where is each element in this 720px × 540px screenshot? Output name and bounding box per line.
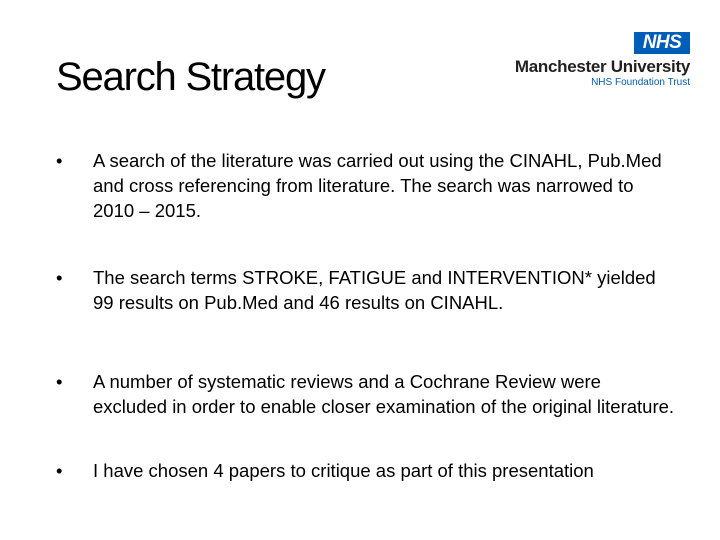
bullet-item <box>56 148 676 223</box>
nhs-badge: NHS <box>634 32 690 54</box>
bullet-item <box>56 265 676 315</box>
nhs-trust-logo <box>510 32 692 92</box>
bullet-text: A number of systematic reviews and a Cochrane Review were excluded in order to enable closer examination of the original literature. <box>93 371 675 417</box>
trust-subtitle: NHS Foundation Trust <box>591 77 690 88</box>
bullet-text: The search terms STROKE, FATIGUE and INTERVENTION* yielded 99 results on Pub.Med and 46 results on CINAHL. <box>93 267 656 313</box>
bullet-item <box>56 458 676 483</box>
slide-title: Search Strategy <box>56 55 325 99</box>
bullet-text: A search of the literature was carried out using the CINAHL, Pub.Med and cross referencing from literature. The search was narrowed to 2010 – 2015. <box>93 150 662 221</box>
bullet-marker: • <box>56 371 63 392</box>
trust-name: Manchester University <box>514 57 690 76</box>
bullet-text: I have chosen 4 papers to critique as part of this presentation <box>93 460 594 481</box>
bullet-marker: • <box>56 150 63 171</box>
bullet-item <box>56 369 676 419</box>
bullet-marker: • <box>56 460 63 481</box>
bullet-marker: • <box>56 267 63 288</box>
